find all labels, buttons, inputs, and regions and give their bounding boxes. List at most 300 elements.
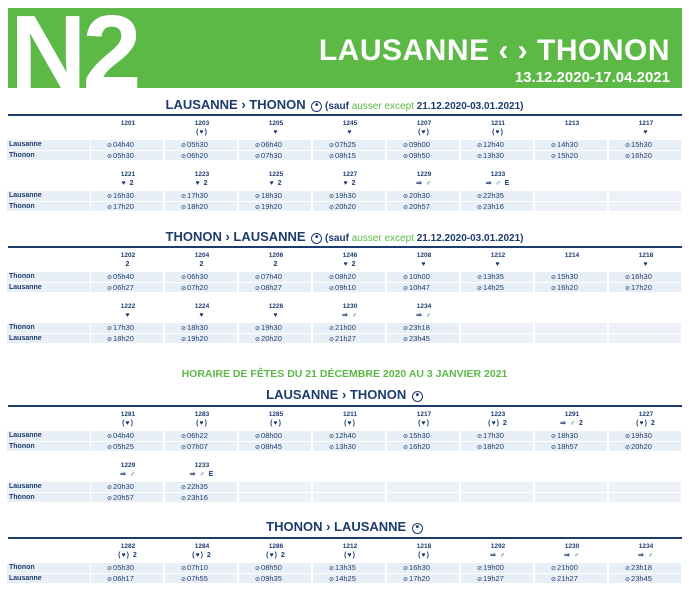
course-id: 1292 [490, 543, 506, 550]
departure-time [461, 201, 535, 211]
course-symbols-icon: ♥ 2 [343, 180, 357, 187]
time-value: 19h30 [335, 191, 356, 200]
course-id: 1222 [120, 303, 136, 310]
time-value: 07h10 [187, 563, 208, 572]
clock-icon: ⊘ [181, 143, 187, 149]
departure-time [91, 333, 165, 343]
time-value: 14h25 [483, 283, 504, 292]
course-number [313, 252, 387, 272]
clock-icon: ⊘ [181, 337, 187, 343]
clock-icon: ⊘ [255, 275, 261, 281]
departure-time [239, 191, 313, 201]
course-number [535, 303, 609, 323]
departure-time [313, 191, 387, 201]
departure-time [91, 573, 165, 583]
course-id: 1286 [268, 543, 284, 550]
time-value: 23h45 [409, 334, 430, 343]
clock-icon: ⊘ [107, 496, 113, 502]
departure-time [313, 323, 387, 333]
time-value: 20h57 [409, 202, 430, 211]
departure-time [387, 140, 461, 150]
course-id: 1205 [268, 120, 284, 127]
timetable-row [7, 140, 683, 150]
course-id: 1283 [194, 411, 210, 418]
time-value: 20h30 [409, 191, 430, 200]
timetable-block [7, 252, 683, 292]
departure-time [165, 140, 239, 150]
course-number [461, 411, 535, 431]
clock-icon: ⊘ [255, 434, 261, 440]
note-prefix: (sauf [325, 233, 352, 244]
time-value: 06h40 [261, 140, 282, 149]
course-symbols-icon: ⇒ ♂ [637, 552, 655, 559]
clock-icon: ⊘ [255, 205, 261, 211]
departure-time [461, 333, 535, 343]
clock-icon: ⊘ [255, 566, 261, 572]
time-value: 23h45 [631, 574, 652, 583]
course-id: 1223 [490, 411, 506, 418]
course-id: 1213 [564, 120, 580, 127]
clock-icon: ⊘ [477, 286, 483, 292]
eye-icon: • [412, 391, 423, 402]
course-number [239, 543, 313, 563]
eye-icon: • [412, 523, 423, 534]
course-id: 1285 [268, 411, 284, 418]
clock-icon: ⊘ [625, 577, 631, 583]
departure-time [91, 140, 165, 150]
course-id: 1282 [120, 543, 136, 550]
time-value: 07h55 [187, 574, 208, 583]
clock-icon: ⊘ [403, 445, 409, 451]
course-symbols-icon: (♥) 2 [636, 420, 656, 427]
time-value: 21h27 [335, 334, 356, 343]
time-value: 06h30 [187, 272, 208, 281]
course-number [535, 171, 609, 191]
eye-icon: • [311, 233, 322, 244]
clock-icon: ⊘ [551, 154, 557, 160]
departure-time [609, 191, 683, 201]
clock-icon: ⊘ [329, 154, 335, 160]
clock-icon: ⊘ [255, 326, 261, 332]
course-id: 1284 [194, 543, 210, 550]
time-value: 13h30 [335, 442, 356, 451]
clock-icon: ⊘ [403, 154, 409, 160]
course-id: 1218 [416, 543, 432, 550]
time-value: 17h30 [187, 191, 208, 200]
time-value: 18h20 [113, 334, 134, 343]
time-value: 21h27 [557, 574, 578, 583]
departure-time [91, 191, 165, 201]
course-header-row [7, 303, 683, 323]
course-id: 1227 [638, 411, 654, 418]
timetable-row [7, 482, 683, 492]
course-number [239, 303, 313, 323]
clock-icon: ⊘ [477, 566, 483, 572]
time-value: 17h20 [409, 574, 430, 583]
course-id: 1229 [120, 462, 136, 469]
route-title: LAUSANNE ‹ › THONON [318, 34, 670, 67]
time-value: 07h30 [261, 151, 282, 160]
course-number [535, 543, 609, 563]
time-value: 15h30 [631, 140, 652, 149]
clock-icon: ⊘ [255, 154, 261, 160]
clock-icon: ⊘ [551, 434, 557, 440]
time-value: 13h30 [483, 151, 504, 160]
course-symbols-icon: (♥) 2 [266, 552, 286, 559]
course-symbols-icon: (♥) [492, 129, 504, 136]
departure-time [239, 573, 313, 583]
course-id: 1221 [120, 171, 136, 178]
header-spacer [7, 411, 91, 431]
course-id: 1202 [120, 252, 136, 259]
departure-time [609, 573, 683, 583]
stop-name: Lausanne [7, 282, 91, 292]
time-value: 23h16 [483, 202, 504, 211]
stop-name: Thonon [7, 150, 91, 160]
course-number [165, 303, 239, 323]
clock-icon: ⊘ [477, 275, 483, 281]
departure-time [461, 282, 535, 292]
course-symbols-icon: ♥ [643, 261, 649, 268]
course-symbols-icon: 2 [199, 261, 205, 268]
course-symbols-icon: 2 [273, 261, 279, 268]
course-symbols-icon: 2 [125, 261, 131, 268]
clock-icon: ⊘ [477, 194, 483, 200]
course-id: 1230 [564, 543, 580, 550]
departure-time [461, 482, 535, 492]
clock-icon: ⊘ [255, 143, 261, 149]
clock-icon: ⊘ [625, 434, 631, 440]
clock-icon: ⊘ [107, 286, 113, 292]
course-id: 1211 [490, 120, 506, 127]
course-number [313, 543, 387, 563]
clock-icon: ⊘ [107, 434, 113, 440]
course-id: 1211 [342, 411, 358, 418]
course-id: 1233 [194, 462, 210, 469]
time-value: 16h30 [631, 272, 652, 281]
clock-icon: ⊘ [403, 143, 409, 149]
clock-icon: ⊘ [403, 577, 409, 583]
time-value: 06h27 [113, 283, 134, 292]
time-value: 20h20 [631, 442, 652, 451]
course-symbols-icon: (♥) [418, 129, 430, 136]
course-number [609, 462, 683, 482]
clock-icon: ⊘ [181, 485, 187, 491]
course-symbols-icon: (♥) [196, 129, 208, 136]
course-symbols-icon: ⇒ ♂ 2 [560, 420, 584, 427]
course-id: 1224 [194, 303, 210, 310]
time-value: 19h27 [483, 574, 504, 583]
course-id: 1281 [120, 411, 136, 418]
departure-time [91, 282, 165, 292]
departure-time [91, 441, 165, 451]
clock-icon: ⊘ [477, 154, 483, 160]
header-spacer [7, 120, 91, 140]
time-value: 17h30 [483, 431, 504, 440]
section-rule [8, 246, 682, 248]
course-number [239, 411, 313, 431]
time-value: 19h30 [631, 431, 652, 440]
clock-icon: ⊘ [403, 194, 409, 200]
timetable-row [7, 333, 683, 343]
departure-time [535, 563, 609, 573]
clock-icon: ⊘ [107, 485, 113, 491]
departure-time [535, 333, 609, 343]
header-spacer [7, 462, 91, 482]
departure-time [313, 140, 387, 150]
clock-icon: ⊘ [329, 275, 335, 281]
departure-time [609, 441, 683, 451]
stop-name: Lausanne [7, 482, 91, 492]
clock-icon: ⊘ [181, 577, 187, 583]
course-number [387, 411, 461, 431]
departure-time [91, 563, 165, 573]
course-id: 1207 [416, 120, 432, 127]
departure-time [91, 323, 165, 333]
departure-time [461, 140, 535, 150]
departure-time [387, 482, 461, 492]
clock-icon: ⊘ [329, 143, 335, 149]
clock-icon: ⊘ [625, 566, 631, 572]
time-value: 12h40 [335, 431, 356, 440]
clock-icon: ⊘ [107, 205, 113, 211]
course-id: 1234 [638, 543, 654, 550]
course-number [535, 252, 609, 272]
clock-icon: ⊘ [477, 205, 483, 211]
course-number [165, 171, 239, 191]
clock-icon: ⊘ [625, 445, 631, 451]
stop-name: Thonon [7, 323, 91, 333]
departure-time [387, 150, 461, 160]
departure-time [239, 272, 313, 282]
header-spacer [7, 252, 91, 272]
departure-time [461, 150, 535, 160]
clock-icon: ⊘ [255, 337, 261, 343]
header-spacer [7, 171, 91, 191]
course-id: 1204 [194, 252, 210, 259]
clock-icon: ⊘ [107, 566, 113, 572]
stop-name: Lausanne [7, 191, 91, 201]
clock-icon: ⊘ [181, 496, 187, 502]
course-id: 1206 [268, 252, 284, 259]
time-value: 23h16 [187, 493, 208, 502]
time-value: 15h20 [557, 151, 578, 160]
clock-icon: ⊘ [181, 445, 187, 451]
course-id: 1214 [564, 252, 580, 259]
timetable-row [7, 573, 683, 583]
time-value: 23h18 [409, 323, 430, 332]
clock-icon: ⊘ [551, 286, 557, 292]
course-number [165, 411, 239, 431]
course-id: 1217 [638, 120, 654, 127]
course-number [313, 411, 387, 431]
timetable-row [7, 492, 683, 502]
clock-icon: ⊘ [403, 205, 409, 211]
departure-time [387, 282, 461, 292]
departure-time [609, 482, 683, 492]
departure-time [165, 431, 239, 441]
departure-time [609, 272, 683, 282]
clock-icon: ⊘ [181, 434, 187, 440]
departure-time [387, 323, 461, 333]
departure-time [239, 150, 313, 160]
header-banner [8, 8, 682, 88]
course-symbols-icon: ♥ [125, 312, 131, 319]
time-value: 08h27 [261, 283, 282, 292]
time-value: 20h57 [113, 493, 134, 502]
course-symbols-icon: ⇒ ♂ [341, 312, 359, 319]
course-symbols-icon: ♥ [347, 129, 353, 136]
departure-time [535, 191, 609, 201]
time-value: 05h30 [187, 140, 208, 149]
departure-time [461, 441, 535, 451]
course-number [387, 120, 461, 140]
course-number [387, 543, 461, 563]
clock-icon: ⊘ [329, 286, 335, 292]
time-value: 16h20 [557, 283, 578, 292]
time-value: 22h35 [187, 482, 208, 491]
time-value: 17h20 [113, 202, 134, 211]
clock-icon: ⊘ [403, 566, 409, 572]
course-number [313, 171, 387, 191]
clock-icon: ⊘ [329, 566, 335, 572]
departure-time [239, 333, 313, 343]
departure-time [165, 272, 239, 282]
time-value: 05h40 [113, 272, 134, 281]
time-value: 08h20 [335, 272, 356, 281]
course-number [239, 171, 313, 191]
departure-time [535, 282, 609, 292]
time-value: 14h30 [557, 140, 578, 149]
time-value: 05h25 [113, 442, 134, 451]
time-value: 08h15 [335, 151, 356, 160]
clock-icon: ⊘ [107, 143, 113, 149]
course-symbols-icon: ♥ 2 [343, 261, 357, 268]
course-number [461, 252, 535, 272]
departure-time [609, 201, 683, 211]
time-value: 16h20 [409, 442, 430, 451]
course-symbols-icon: (♥) 2 [192, 552, 212, 559]
clock-icon: ⊘ [181, 154, 187, 160]
clock-icon: ⊘ [181, 566, 187, 572]
time-value: 07h25 [335, 140, 356, 149]
time-value: 08h00 [261, 431, 282, 440]
course-number [165, 252, 239, 272]
time-value: 23h18 [631, 563, 652, 572]
course-header-row [7, 252, 683, 272]
course-header-row [7, 171, 683, 191]
timetable-row [7, 282, 683, 292]
timetable-block [7, 462, 683, 502]
clock-icon: ⊘ [551, 275, 557, 281]
departure-time [91, 150, 165, 160]
clock-icon: ⊘ [477, 434, 483, 440]
section-title [0, 387, 689, 402]
departure-time [461, 563, 535, 573]
timetable-row [7, 201, 683, 211]
clock-icon: ⊘ [625, 286, 631, 292]
header-spacer [7, 303, 91, 323]
departure-time [609, 431, 683, 441]
time-value: 21h00 [335, 323, 356, 332]
time-value: 13h35 [335, 563, 356, 572]
timetable-block [7, 543, 683, 583]
section-rule [8, 114, 682, 116]
course-id: 1218 [638, 252, 654, 259]
time-value: 17h20 [631, 283, 652, 292]
note-dates: 21.12.2020-03.01.2021) [413, 101, 524, 112]
course-number [461, 120, 535, 140]
course-number [91, 411, 165, 431]
stop-name: Lausanne [7, 333, 91, 343]
departure-time [239, 431, 313, 441]
timetable-row [7, 272, 683, 282]
time-value: 06h22 [187, 431, 208, 440]
departure-time [461, 191, 535, 201]
course-number [461, 171, 535, 191]
stop-name: Lausanne [7, 140, 91, 150]
section-title [0, 519, 689, 534]
course-number [609, 252, 683, 272]
course-symbols-icon: ⇒ ♂ [119, 471, 137, 478]
time-value: 12h40 [483, 140, 504, 149]
timetable-row [7, 191, 683, 201]
clock-icon: ⊘ [403, 337, 409, 343]
clock-icon: ⊘ [107, 445, 113, 451]
departure-time [239, 563, 313, 573]
clock-icon: ⊘ [551, 445, 557, 451]
note-translation: ausser except [351, 233, 414, 244]
line-logo: N2 [10, 8, 138, 88]
eye-icon: • [311, 101, 322, 112]
departure-time [165, 191, 239, 201]
departure-time [387, 191, 461, 201]
departure-time [239, 140, 313, 150]
course-symbols-icon: ♥ 2 [121, 180, 135, 187]
clock-icon: ⊘ [329, 326, 335, 332]
course-id: 1201 [120, 120, 136, 127]
departure-time [165, 573, 239, 583]
clock-icon: ⊘ [551, 143, 557, 149]
course-header-row [7, 543, 683, 563]
course-symbols-icon: ♥ 2 [195, 180, 209, 187]
departure-time [239, 201, 313, 211]
departure-time [387, 431, 461, 441]
departure-time [91, 431, 165, 441]
course-id: 1225 [268, 171, 284, 178]
course-number [535, 462, 609, 482]
departure-time [609, 333, 683, 343]
course-symbols-icon: ♥ [199, 312, 205, 319]
time-value: 04h40 [113, 431, 134, 440]
section-direction: THONON › LAUSANNE [165, 229, 306, 244]
time-value: 05h30 [113, 563, 134, 572]
course-symbols-icon: ⇒ ♂ [415, 312, 433, 319]
time-value: 13h35 [483, 272, 504, 281]
course-id: 1212 [342, 543, 358, 550]
course-number [91, 543, 165, 563]
course-symbols-icon: (♥) [344, 420, 356, 427]
course-id: 1227 [342, 171, 358, 178]
clock-icon: ⊘ [255, 445, 261, 451]
time-value: 09h35 [261, 574, 282, 583]
departure-time [609, 492, 683, 502]
course-symbols-icon: ⇒ ♂ E [485, 180, 511, 187]
departure-time [165, 492, 239, 502]
departure-time [313, 333, 387, 343]
departure-time [313, 492, 387, 502]
course-id: 1229 [416, 171, 432, 178]
